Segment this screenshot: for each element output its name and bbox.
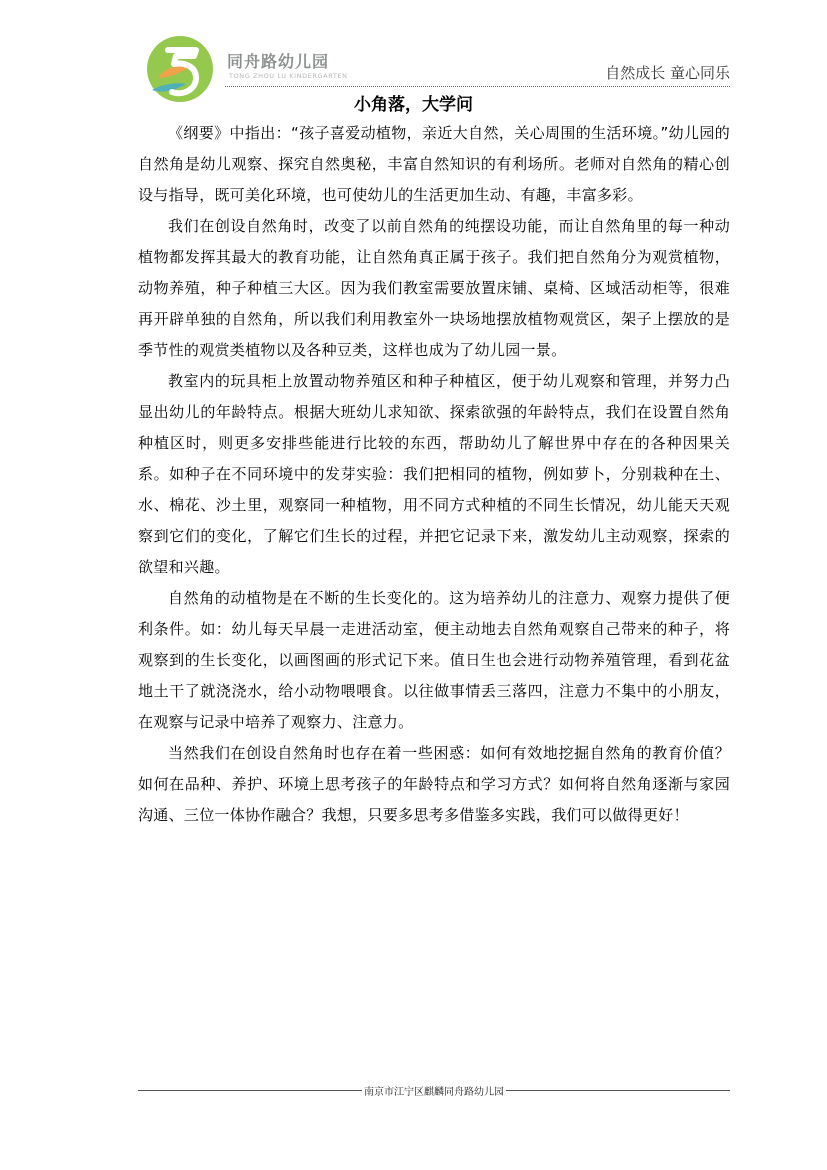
page-footer <box>138 1083 730 1098</box>
footer-rule-right <box>506 1090 730 1091</box>
header-divider <box>225 86 730 87</box>
footer-rule-left <box>138 1090 362 1091</box>
footer-text: 南京市江宁区麒麟同舟路幼儿园 <box>364 1087 504 1098</box>
paragraph-2: 我们在创设自然角时，改变了以前自然角的纯摆设功能，而让自然角里的每一种动植物都发挥其最大的教育功能，让自然角真正属于孩子。我们把自然角分为观赏植物，动物养殖，种子种植三大区。因为我们教室需要放置床铺、桌椅、区域活动柜等，很难再开辟单独的自然角，所以我们利用教室外一块场地摆放植物观赏区，架子上摆放的是季节性的观赏类植物以及各种豆类，这样也成为了幼儿园一景。 <box>138 217 730 359</box>
article-title: 小角落，大学问 <box>354 95 473 115</box>
paragraph-3: 教室内的玩具柜上放置动物养殖区和种子种植区，便于幼儿观察和管理，并努力凸显出幼儿的年龄特点。根据大班幼儿求知欲、探索欲强的年龄特点，我们在设置自然角种植区时，则更多安排些能进行比较的东西，帮助幼儿了解世界中存在的各种因果关系。如种子在不同环境中的发芽实验：我们把相同的植物，例如萝卜，分别栽种在土、水、棉花、沙土里，观察同一种植物，用不同方式种植的不同生长情况，幼儿能天天观察到它们的变化，了解它们生长的过程，并把它记录下来，激发幼儿主动观察，探索的欲望和兴趣。 <box>138 372 730 576</box>
header-slogan: 自然成长 童心同乐 <box>605 64 730 82</box>
school-name-english: TONG ZHOU LU KINDERGARTEN <box>229 72 348 80</box>
school-name: 同舟路幼儿园 <box>227 52 330 71</box>
paragraph-5: 当然我们在创设自然角时也存在着一些困惑：如何有效地挖掘自然角的教育价值？如何在品种、养护、环境上思考孩子的年龄特点和学习方式？如何将自然角逐渐与家园沟通、三位一体协作融合？我想，只要多思考多借鉴多实践，我们可以做得更好！ <box>138 744 730 824</box>
paragraph-1: 《纲要》中指出：“孩子喜爱动植物，亲近大自然，关心周围的生活环境。”幼儿园的自然角是幼儿观察、探究自然奥秘，丰富自然知识的有利场所。老师对自然角的精心创设与指导，既可美化环境，也可使幼儿的生活更加生动、有趣，丰富多彩。 <box>138 124 730 204</box>
article-body <box>138 118 730 831</box>
paragraph-4: 自然角的动植物是在不断的生长变化的。这为培养幼儿的注意力、观察力提供了便利条件。如：幼儿每天早晨一走进活动室，便主动地去自然角观察自己带来的种子，将观察到的生长变化，以画图画的形式记下来。值日生也会进行动物养殖管理，看到花盆地土干了就浇浇水，给小动物喂喂食。以往做事情丢三落四，注意力不集中的小朋友，在观察与记录中培养了观察力、注意力。 <box>138 589 730 731</box>
